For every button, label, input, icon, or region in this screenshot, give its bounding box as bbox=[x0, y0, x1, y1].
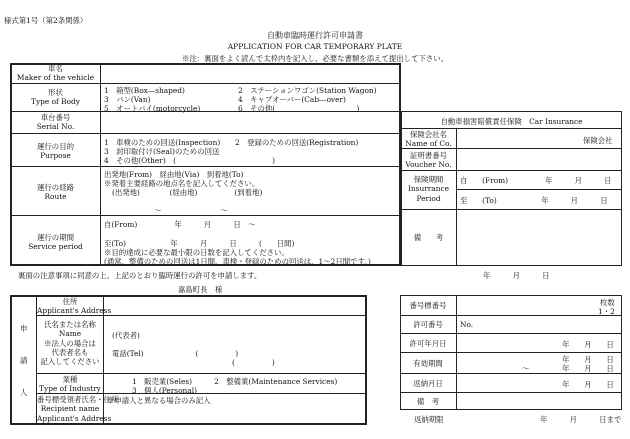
return-date-label: 返納月日 bbox=[413, 379, 443, 388]
body-option-2[interactable]: 2 ステーションワゴン(Station Wagon) bbox=[238, 86, 377, 95]
insurance-company-suffix: 保険会社 bbox=[583, 136, 613, 145]
route-columns: (出発地) (経由地) (到着地) bbox=[112, 188, 263, 197]
address-label: 住所 Applicant's Address bbox=[37, 297, 112, 316]
insurance-period-label: 保険期間 Insurrance Period bbox=[408, 175, 449, 203]
addressee: 嘉島町長 様 bbox=[178, 285, 223, 294]
applicant-side-2: 請 bbox=[20, 356, 28, 365]
office-remarks-label: 備 考 bbox=[416, 397, 440, 406]
applicant-side-3: 人 bbox=[20, 388, 28, 397]
valid-period-label: 有効期間 bbox=[413, 359, 443, 368]
recipient-note: ※申請人と異なる場合のみ記入 bbox=[107, 396, 211, 405]
maker-label: 車名 Maker of the vehicle bbox=[16, 64, 95, 83]
maker-field[interactable] bbox=[104, 66, 394, 80]
representative-label: (代表者) bbox=[112, 331, 140, 340]
period-label: 運行の期間 Service period bbox=[28, 233, 83, 252]
insurance-company-label: 保険会社名 Name of Co. bbox=[405, 130, 452, 149]
return-deadline-value[interactable]: 年 月 日まで bbox=[540, 415, 622, 424]
insurance-from[interactable]: 自 (From) 年 月 日 bbox=[460, 176, 612, 185]
valid-tilde: 〜 bbox=[522, 364, 530, 373]
consent-date[interactable]: 年 月 日 bbox=[483, 271, 550, 280]
serial-field[interactable] bbox=[104, 114, 394, 130]
instruction-note: ※注：裏面をよく読んで太枠内を記入し、必要な書類を添えて提出して下さい。 bbox=[181, 54, 449, 63]
return-date[interactable]: 年 月 日 bbox=[562, 380, 614, 389]
consent-text: 裏面の注意事項に同意の上、上記のとおり臨時運行の許可を申請します。 bbox=[18, 271, 262, 280]
insurance-to[interactable]: 至 (To) 年 月 日 bbox=[460, 196, 608, 205]
route-note: ※発着主要経路の地点名を記入してください。 bbox=[104, 179, 260, 188]
permit-number-prefix: No. bbox=[460, 320, 474, 329]
body-option-6[interactable]: 6 その他( ) bbox=[238, 104, 360, 113]
body-option-3[interactable]: 3 バン(Van) bbox=[104, 95, 151, 104]
period-note-2: (通常、整備のための回送は1日間、車検・登録のための回送は、1〜2日間です。) bbox=[104, 257, 371, 266]
route-header: 出発地(From) 経由地(Via) 到着地(To) bbox=[104, 170, 244, 179]
permit-date[interactable]: 年 月 日 bbox=[562, 340, 614, 349]
insurance-header: 自動車損害賠償責任保険 Car Insurance bbox=[440, 117, 583, 126]
purpose-label: 運行の目的 Purpose bbox=[37, 142, 74, 161]
plate-count-label: 枚数 bbox=[600, 298, 615, 307]
purpose-option-4[interactable]: 4 その他(Other) ( ) bbox=[104, 156, 275, 165]
valid-to[interactable]: 年 月 日 bbox=[562, 364, 614, 373]
permit-date-label: 許可年月日 bbox=[409, 339, 447, 348]
recipient-label: 番号標受領者氏名・住所 Recipient name Applicant's Address bbox=[37, 395, 119, 423]
applicant-side-1: 申 bbox=[20, 324, 28, 333]
title-ja: 自動車臨時運行許可申請書 bbox=[267, 31, 363, 40]
body-type-label: 形状 Type of Body bbox=[31, 88, 80, 107]
telephone-field-2[interactable]: ( ) bbox=[232, 358, 275, 367]
purpose-option-1-2[interactable]: 1 車検のための回送(Inspection) 2 登録のための回送(Registration) bbox=[104, 138, 359, 147]
industry-label: 業種 Type of Industry bbox=[39, 375, 101, 394]
plate-number-label: 番号標番号 bbox=[409, 301, 447, 310]
body-option-5[interactable]: 5 オートバイ(motorcycle) bbox=[104, 104, 201, 113]
telephone-field[interactable]: 電話(Tel) ( ) bbox=[112, 349, 239, 358]
valid-from[interactable]: 年 月 日 bbox=[562, 355, 614, 364]
name-label: 氏名または名称 Name ※法人の場合は 代表者名も 記入してください bbox=[40, 320, 100, 366]
plate-count-value: 1・2 bbox=[598, 307, 615, 316]
voucher-label: 証明書番号 Voucher No. bbox=[405, 151, 452, 170]
industry-option-1-2[interactable]: 1 販売業(Seles) 2 整備業(Maintenance Services) bbox=[132, 377, 338, 386]
route-label: 運行の経路 Route bbox=[37, 183, 74, 202]
period-note-1: ※目的達成に必要な最小限の日数を記入してください。 bbox=[104, 248, 289, 257]
form-number: 様式第1号（第2条関係） bbox=[4, 16, 88, 25]
industry-option-3[interactable]: 3 個人(Personal) bbox=[132, 386, 197, 395]
serial-label: 車台番号 Serial No. bbox=[36, 113, 75, 132]
title-en: APPLICATION FOR CAR TEMPORARY PLATE bbox=[227, 42, 403, 51]
purpose-option-3[interactable]: 3 封印取付け(Seal)のための回送 bbox=[104, 147, 220, 156]
route-tildes: 〜 〜 bbox=[154, 206, 228, 215]
period-from[interactable]: 自(From) 年 月 日 〜 bbox=[104, 220, 256, 229]
body-option-1[interactable]: 1 箱型(Box—shaped) bbox=[104, 86, 185, 95]
permit-number-label: 許可番号 bbox=[413, 320, 443, 329]
insurance-remarks-label: 備 考 bbox=[413, 233, 444, 242]
period-to[interactable]: 至(To) 年 月 日 ( 日間) bbox=[104, 239, 295, 248]
return-deadline-label: 返納期限 bbox=[414, 415, 444, 424]
body-option-4[interactable]: 4 キャブオーバー(Cab—over) bbox=[238, 95, 346, 104]
address-field[interactable] bbox=[107, 298, 362, 312]
